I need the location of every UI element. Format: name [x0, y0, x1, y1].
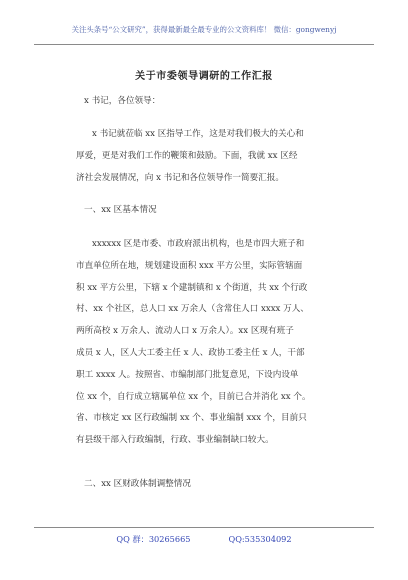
intro-paragraph — [76, 124, 304, 189]
page-header-text: 关注头条号“公文研究”，获得最新最全最专业的公文资料库！ 微信：gongwenyj — [71, 25, 337, 34]
footer-divider — [34, 527, 374, 528]
text-line: 济社会发展情况，向 x 书记和各位领导作一简要汇报。 — [76, 172, 284, 183]
text-line: 厚爱，更是对我们工作的鞭策和鼓励。下面，我就 xx 区经 — [76, 150, 298, 161]
text-line: 市直单位所在地，规划建设面积 xxx 平方公里，实际管辖面 — [76, 260, 303, 271]
document-title: 关于市委领导调研的工作汇报 — [135, 71, 273, 82]
text-line: 省、市核定 xx 区行政编制 xx 个、事业编制 xxx 个，目前只 — [76, 413, 307, 424]
text-line: 有县级干部入行政编制，行政、事业编制缺口较大。 — [76, 435, 274, 446]
text-line: 职工 xxxx 人。按照省、市编制部门批复意见，下设内设单 — [76, 369, 299, 380]
text-line: 成员 x 人，区人大工委主任 x 人、政协工委主任 x 人，干部 — [76, 347, 305, 358]
text-line: 村、xx 个社区，总人口 xx 万余人（含常住人口 xxxx 万人、 — [76, 304, 309, 315]
qq-number: QQ:535304092 — [228, 534, 292, 544]
qq-group-number: QQ 群：30265665 — [116, 534, 191, 544]
salutation: x 书记，各位领导： — [84, 96, 161, 106]
section1-paragraph — [76, 234, 311, 452]
page-footer — [0, 534, 408, 545]
section-heading-2: 二、xx 区财政体制调整情况 — [84, 479, 191, 489]
text-line: 两所高校 x 万余人、流动人口 x 万余人）。xx 区现有班子 — [76, 326, 294, 337]
header-divider — [34, 44, 374, 45]
section-heading-1: 一、xx 区基本情况 — [84, 205, 157, 215]
text-line: xxxxxx 区是市委、市政府派出机构，也是市四大班子和 — [92, 239, 305, 249]
text-line: 积 xx 平方公里，下辖 x 个建制镇和 x 个街道，共 xx 个行政 — [76, 282, 308, 293]
text-line: 位 xx 个，自行成立辖属单位 xx 个，目前已合并消化 xx 个。 — [76, 391, 311, 402]
text-line: x 书记就莅临 xx 区指导工作，这是对我们极大的关心和 — [92, 129, 304, 139]
